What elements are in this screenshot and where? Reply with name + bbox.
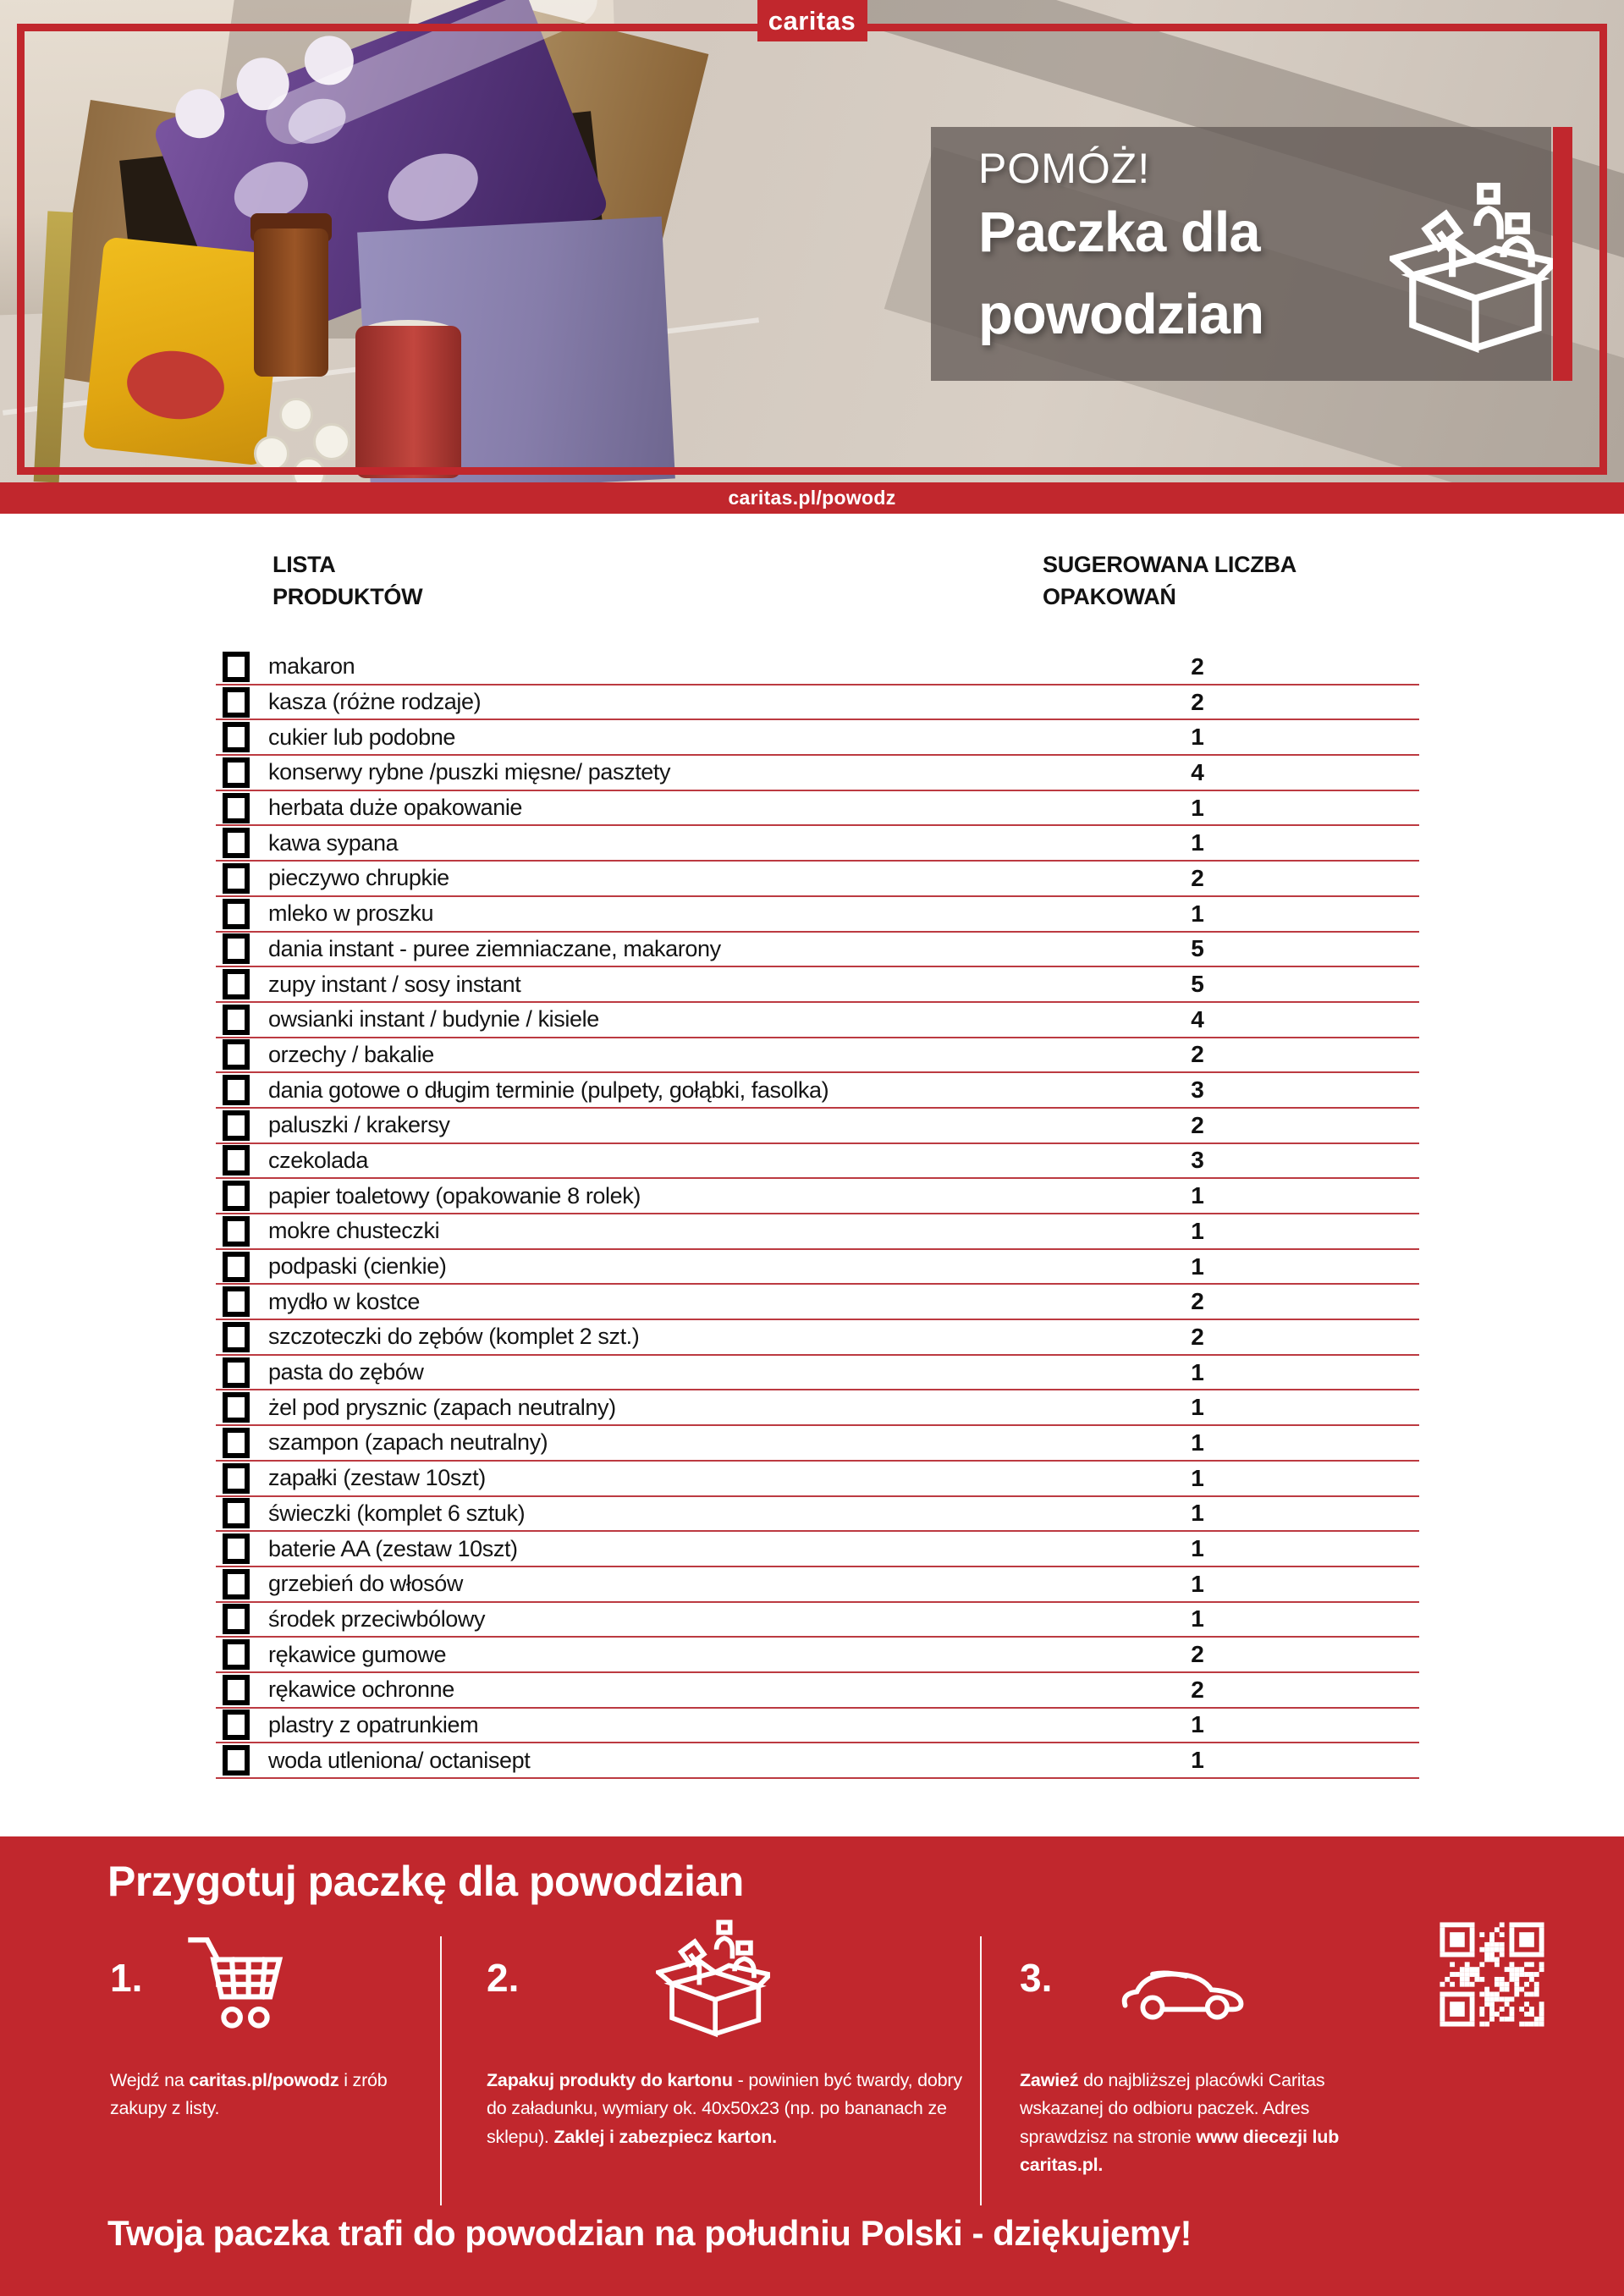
item-checkbox[interactable] <box>223 1639 250 1670</box>
item-qty: 2 <box>1191 1288 1204 1315</box>
car-icon <box>1115 1948 1252 2029</box>
item-checkbox[interactable] <box>223 1604 250 1634</box>
item-label: orzechy / bakalie <box>268 1041 434 1067</box>
instructions-title: Przygotuj paczkę dla powodzian <box>107 1858 744 1905</box>
item-qty: 1 <box>1191 1747 1204 1774</box>
quantity-header-line1: SUGEROWANA LICZBA <box>1043 552 1296 577</box>
product-row <box>216 1567 1419 1603</box>
item-qty: 2 <box>1191 688 1204 715</box>
item-label: podpaski (cienkie) <box>268 1253 447 1280</box>
donation-box-icon <box>1390 179 1555 361</box>
item-checkbox[interactable] <box>223 1145 250 1176</box>
item-label: mleko w proszku <box>268 900 434 927</box>
item-qty: 5 <box>1191 971 1204 998</box>
item-qty: 1 <box>1191 1429 1204 1456</box>
item-label: konserwy rybne /puszki mięsne/ pasztety <box>268 759 671 785</box>
instructions-section <box>0 1836 1624 2296</box>
product-row <box>216 1673 1419 1709</box>
item-checkbox[interactable] <box>223 1428 250 1458</box>
product-row <box>216 1073 1419 1109</box>
hero-heading <box>978 191 1263 355</box>
product-row <box>216 897 1419 933</box>
step-text-segment: do najbliższej placówki Caritas wskazanej do odbioru paczek. Adres sprawdzisz na stronie <box>1020 2069 1325 2147</box>
step-divider <box>440 1936 442 2205</box>
item-checkbox[interactable] <box>223 1569 250 1599</box>
item-checkbox[interactable] <box>223 1533 250 1564</box>
step-divider <box>980 1936 982 2205</box>
step-3-text <box>1020 2067 1384 2180</box>
step-text-segment: Zapakuj produkty do kartonu <box>487 2069 733 2090</box>
item-qty: 5 <box>1191 935 1204 962</box>
product-row <box>216 1390 1419 1426</box>
photo-jar <box>254 228 328 377</box>
step-text-segment: Zawieź <box>1020 2069 1079 2090</box>
item-label: owsianki instant / budynie / kisiele <box>268 1006 599 1032</box>
step-text-segment: - powinien być twardy, dobry do załadunku, wymiary ok. 40x50x23 (np. po bananach ze sklepu). <box>487 2069 962 2147</box>
step-3-number: 3. <box>1020 1956 1053 2000</box>
item-qty: 2 <box>1191 1676 1204 1703</box>
item-checkbox[interactable] <box>223 1463 250 1494</box>
item-checkbox[interactable] <box>223 1039 250 1070</box>
item-checkbox[interactable] <box>223 1286 250 1317</box>
item-checkbox[interactable] <box>223 722 250 752</box>
step-1-number: 1. <box>110 1956 143 2000</box>
item-checkbox[interactable] <box>223 1322 250 1352</box>
item-checkbox[interactable] <box>223 1392 250 1423</box>
item-checkbox[interactable] <box>223 1252 250 1282</box>
item-label: grzebień do włosów <box>268 1571 463 1597</box>
item-label: rękawice gumowe <box>268 1641 447 1667</box>
item-qty: 1 <box>1191 1358 1204 1385</box>
item-checkbox[interactable] <box>223 969 250 999</box>
product-row <box>216 1709 1419 1744</box>
caritas-logo-text: caritas <box>768 5 856 36</box>
product-row <box>216 1003 1419 1038</box>
item-label: cukier lub podobne <box>268 724 455 750</box>
item-checkbox[interactable] <box>223 687 250 718</box>
url-bar-text: caritas.pl/powodz <box>728 487 896 509</box>
item-checkbox[interactable] <box>223 1357 250 1388</box>
item-checkbox[interactable] <box>223 1710 250 1740</box>
item-label: plastry z opatrunkiem <box>268 1711 479 1737</box>
item-qty: 1 <box>1191 1570 1204 1597</box>
item-checkbox[interactable] <box>223 1181 250 1211</box>
item-qty: 1 <box>1191 829 1204 856</box>
item-label: mydło w kostce <box>268 1288 420 1314</box>
item-qty: 1 <box>1191 794 1204 821</box>
product-row <box>216 1144 1419 1180</box>
item-checkbox[interactable] <box>223 757 250 788</box>
item-qty: 1 <box>1191 1711 1204 1738</box>
shopping-cart-icon <box>184 1931 288 2040</box>
product-row <box>216 862 1419 897</box>
product-row <box>216 967 1419 1003</box>
thanks-message: Twoja paczka trafi do powodzian na południu Polski - dziękujemy! <box>107 2213 1192 2253</box>
item-qty: 2 <box>1191 1111 1204 1138</box>
item-qty: 1 <box>1191 1394 1204 1421</box>
hero-overlay <box>931 127 1551 381</box>
item-label: paluszki / krakersy <box>268 1112 450 1138</box>
packed-box-icon <box>656 1918 770 2043</box>
product-list-section <box>0 514 1624 1836</box>
item-qty: 2 <box>1191 1641 1204 1668</box>
item-qty: 2 <box>1191 652 1204 680</box>
product-row <box>216 720 1419 756</box>
product-row <box>216 1285 1419 1320</box>
step-text-segment: www diecezji lub caritas.pl. <box>1020 2126 1340 2175</box>
item-label: pasta do zębów <box>268 1359 424 1385</box>
product-row <box>216 1743 1419 1779</box>
item-qty: 2 <box>1191 864 1204 891</box>
step-text-segment: caritas.pl/powodz <box>189 2069 339 2090</box>
product-row <box>216 791 1419 827</box>
item-label: zapałki (zestaw 10szt) <box>268 1465 486 1491</box>
item-checkbox[interactable] <box>223 793 250 823</box>
photo-tealight <box>254 436 289 471</box>
item-qty: 1 <box>1191 1500 1204 1527</box>
item-checkbox[interactable] <box>223 1498 250 1528</box>
product-row <box>216 1426 1419 1462</box>
product-row <box>216 1497 1419 1533</box>
item-qty: 1 <box>1191 1605 1204 1633</box>
item-qty: 4 <box>1191 758 1204 785</box>
item-qty: 1 <box>1191 1217 1204 1244</box>
item-label: dania instant - puree ziemniaczane, makarony <box>268 935 721 961</box>
product-row <box>216 1462 1419 1497</box>
item-label: czekolada <box>268 1147 368 1173</box>
item-checkbox[interactable] <box>223 933 250 964</box>
product-row <box>216 1603 1419 1638</box>
item-qty: 4 <box>1191 1005 1204 1032</box>
product-row <box>216 1638 1419 1673</box>
item-label: makaron <box>268 653 355 680</box>
item-label: woda utleniona/ octanisept <box>268 1747 531 1773</box>
product-row <box>216 685 1419 721</box>
item-label: papier toaletowy (opakowanie 8 rolek) <box>268 1182 641 1209</box>
item-qty: 3 <box>1191 1076 1204 1104</box>
item-label: środek przeciwbólowy <box>268 1605 486 1632</box>
photo-tealight <box>292 457 326 482</box>
step-2-number: 2. <box>487 1956 520 2000</box>
quantity-header-line2: OPAKOWAŃ <box>1043 584 1176 609</box>
item-qty: 2 <box>1191 1323 1204 1350</box>
product-table <box>216 650 1419 1779</box>
product-row <box>216 1250 1419 1286</box>
quantity-column-header <box>1043 548 1296 613</box>
item-label: świeczki (komplet 6 sztuk) <box>268 1500 526 1526</box>
product-row <box>216 650 1419 685</box>
photo-can <box>355 326 461 478</box>
step-text-segment: Wejdź na <box>110 2069 190 2090</box>
item-checkbox[interactable] <box>223 899 250 929</box>
item-label: rękawice ochronne <box>268 1677 454 1703</box>
item-checkbox[interactable] <box>223 652 250 682</box>
item-label: szczoteczki do zębów (komplet 2 szt.) <box>268 1324 640 1350</box>
hero-heading-line2: powodzian <box>978 283 1264 346</box>
products-header-line1: LISTA <box>273 552 336 577</box>
item-label: mokre chusteczki <box>268 1218 440 1244</box>
hero-photo <box>0 0 1624 482</box>
photo-tealight <box>313 423 350 460</box>
item-qty: 1 <box>1191 1464 1204 1491</box>
product-row <box>216 1179 1419 1214</box>
item-checkbox[interactable] <box>223 1075 250 1105</box>
item-qty: 3 <box>1191 1147 1204 1174</box>
item-qty: 1 <box>1191 724 1204 751</box>
item-label: kasza (różne rodzaje) <box>268 689 482 715</box>
photo-cloud-print <box>378 141 487 234</box>
item-label: zupy instant / sosy instant <box>268 971 521 997</box>
step-1-text <box>110 2067 436 2123</box>
product-row <box>216 933 1419 968</box>
photo-tealight <box>279 398 313 432</box>
item-qty: 1 <box>1191 1253 1204 1280</box>
products-column-header <box>273 548 422 613</box>
item-checkbox[interactable] <box>223 828 250 858</box>
product-row <box>216 826 1419 862</box>
product-row <box>216 1038 1419 1074</box>
product-row <box>216 1109 1419 1144</box>
item-label: szampon (zapach neutralny) <box>268 1429 548 1456</box>
product-row <box>216 1532 1419 1567</box>
item-qty: 1 <box>1191 1535 1204 1562</box>
item-checkbox[interactable] <box>223 1675 250 1705</box>
caritas-logo <box>757 0 867 41</box>
item-qty: 1 <box>1191 900 1204 927</box>
hero-red-accent-bar <box>1553 127 1572 381</box>
qr-code <box>1420 1902 1564 2046</box>
item-checkbox[interactable] <box>223 1110 250 1141</box>
item-label: baterie AA (zestaw 10szt) <box>268 1535 518 1561</box>
product-row <box>216 1320 1419 1356</box>
item-qty: 2 <box>1191 1041 1204 1068</box>
step-text-segment: i zrób zakupy z listy. <box>110 2069 388 2118</box>
step-text-segment: Zaklej i zabezpiecz karton. <box>553 2126 777 2147</box>
url-bar <box>0 482 1624 514</box>
item-checkbox[interactable] <box>223 863 250 894</box>
item-label: herbata duże opakowanie <box>268 795 523 821</box>
product-row <box>216 1214 1419 1250</box>
product-row <box>216 1356 1419 1391</box>
item-checkbox[interactable] <box>223 1216 250 1247</box>
item-label: żel pod prysznic (zapach neutralny) <box>268 1394 616 1420</box>
item-qty: 1 <box>1191 1182 1204 1209</box>
item-checkbox[interactable] <box>223 1005 250 1035</box>
step-2-text <box>487 2067 973 2152</box>
hero-heading-line1: Paczka dla <box>978 201 1260 264</box>
product-row <box>216 756 1419 791</box>
item-checkbox[interactable] <box>223 1745 250 1776</box>
products-header-line2: PRODUKTÓW <box>273 584 423 609</box>
item-label: kawa sypana <box>268 829 399 856</box>
item-label: pieczywo chrupkie <box>268 865 449 891</box>
item-label: dania gotowe o długim terminie (pulpety, gołąbki, fasolka) <box>268 1076 829 1103</box>
hero-kicker: POMÓŻ! <box>978 145 1151 192</box>
